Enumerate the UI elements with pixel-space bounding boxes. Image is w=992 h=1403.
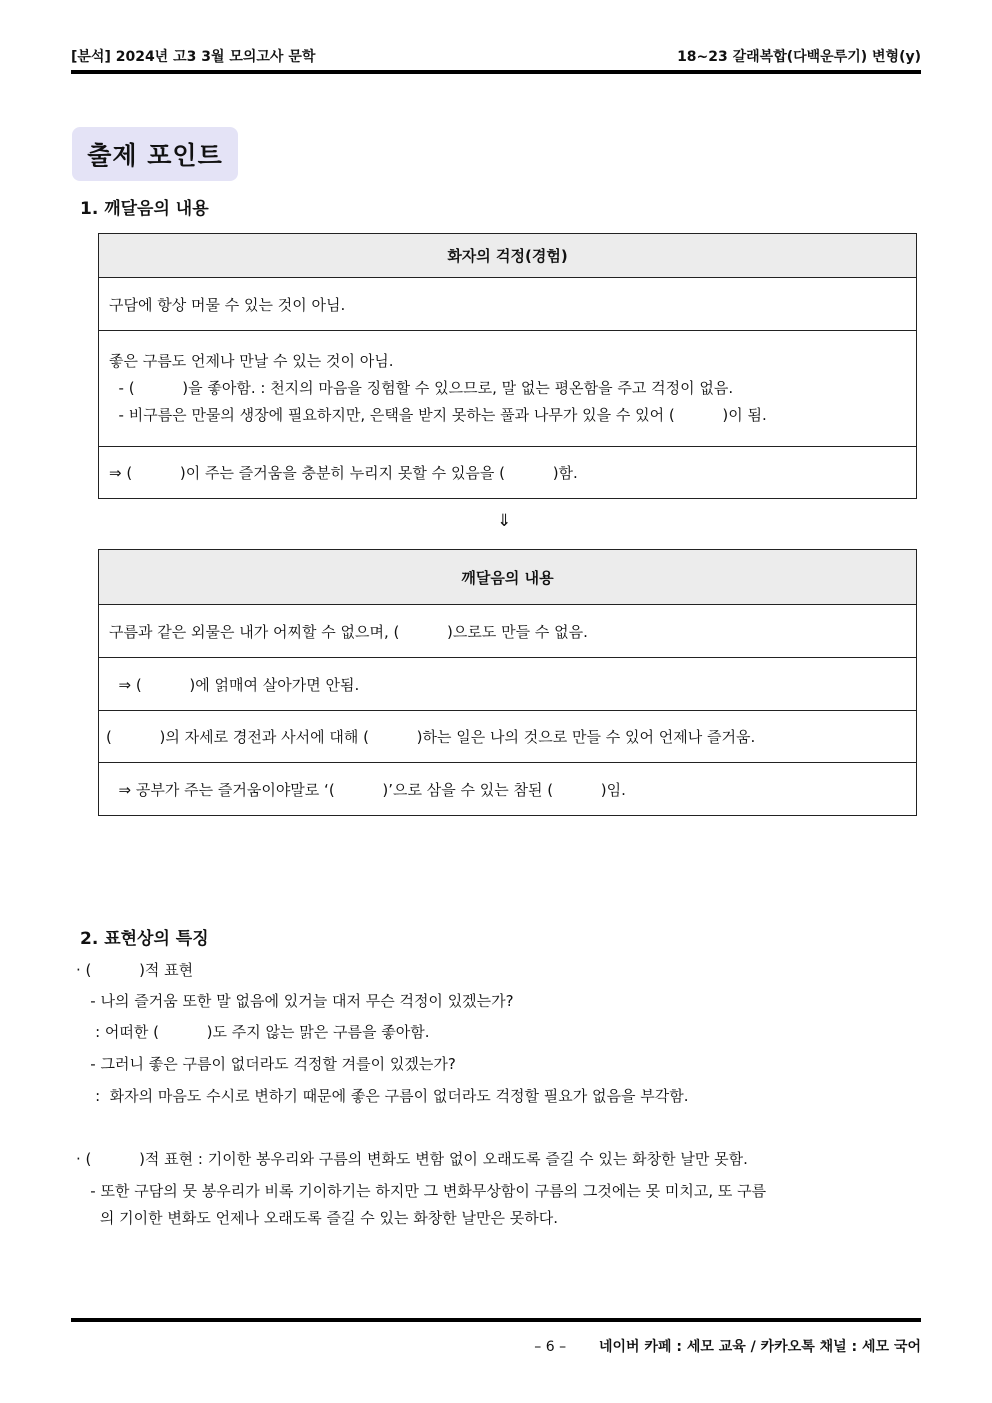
feature-line: - 그러니 좋은 구름이 없더라도 걱정할 겨를이 있겠는가? — [76, 1055, 456, 1073]
page-footer — [534, 1336, 921, 1356]
point-title: 출제 포인트 — [87, 141, 223, 170]
section2-title: 2. 표현상의 특징 — [80, 929, 209, 949]
footer-text: 네이버 카페 : 세모 교육 / 카카오톡 채널 : 세모 국어 — [598, 1339, 921, 1355]
worry-table — [98, 233, 917, 499]
page-header — [71, 42, 921, 70]
worry-table-header: 화자의 걱정(경험) — [99, 234, 916, 277]
point-title-box — [72, 127, 238, 181]
worry-table-row3: ⇒ ( )이 주는 즐거움을 충분히 누리지 못할 수 있음을 ( )함. — [99, 446, 916, 498]
realization-table-row1: 구름과 같은 외물은 내가 어찌할 수 없으며, ( )으로도 만들 수 없음. — [99, 604, 916, 657]
feature-line: 의 기이한 변화도 언제나 오래도록 즐길 수 있는 화창한 날만은 못하다. — [76, 1209, 559, 1227]
feature-line: - 나의 즐거움 또한 말 없음에 있거늘 대저 무슨 걱정이 있겠는가? — [76, 992, 514, 1010]
worry-table-row2 — [99, 330, 916, 446]
feature-bullet-2: · ( )적 표현 : 기이한 봉우리와 구름의 변화도 변함 없이 오래도록 즐길 수 있는 화창한 날만 못함. — [76, 1150, 748, 1168]
section1-title: 1. 깨달음의 내용 — [80, 199, 209, 219]
realization-table-header: 깨달음의 내용 — [99, 550, 916, 604]
feature-line: - 또한 구담의 뭇 봉우리가 비록 기이하기는 하지만 그 변화무상함이 구름의 그것에는 못 미치고, 또 구름 — [76, 1182, 767, 1200]
realization-table-row4: ⇒ 공부가 주는 즐거움이야말로 ‘( )’으로 삼을 수 있는 참된 ( )임. — [99, 762, 916, 815]
worry-row2-line1: 좋은 구름도 언제나 만날 수 있는 것이 아님. — [109, 352, 394, 370]
feature-line: : 화자의 마음도 수시로 변하기 때문에 좋은 구름이 없더라도 걱정할 필요가 없음을 부각함. — [76, 1087, 689, 1105]
worry-row2-line3: - 비구름은 만물의 생장에 필요하지만, 은택을 받지 못하는 풀과 나무가 있을 수 있어 ( )이 됨. — [109, 406, 767, 424]
feature-line: : 어떠한 ( )도 주지 않는 맑은 구름을 좋아함. — [76, 1023, 430, 1041]
realization-table-row2: ⇒ ( )에 얽매여 살아가면 안됨. — [99, 657, 916, 710]
feature-bullet-1: · ( )적 표현 — [76, 961, 194, 979]
footer-rule — [71, 1318, 921, 1322]
worry-table-row1: 구담에 항상 머물 수 있는 것이 아님. — [99, 277, 916, 330]
header-right-title: 18~23 갈래복합(다백운루기) 변형(y) — [677, 49, 921, 65]
page-number: – 6 – — [534, 1339, 567, 1355]
header-rule — [71, 70, 921, 74]
header-left-title: [분석] 2024년 고3 3월 모의고사 문학 — [71, 49, 316, 65]
down-arrow-icon: ⇓ — [497, 511, 512, 531]
realization-table — [98, 549, 917, 816]
worry-row2-line2: - ( )을 좋아함. : 천지의 마음을 징험할 수 있으므로, 말 없는 평온함을 주고 걱정이 없음. — [109, 379, 734, 397]
realization-table-row3: ( )의 자세로 경전과 사서에 대해 ( )하는 일은 나의 것으로 만들 수 있어 언제나 즐거움. — [99, 710, 916, 762]
